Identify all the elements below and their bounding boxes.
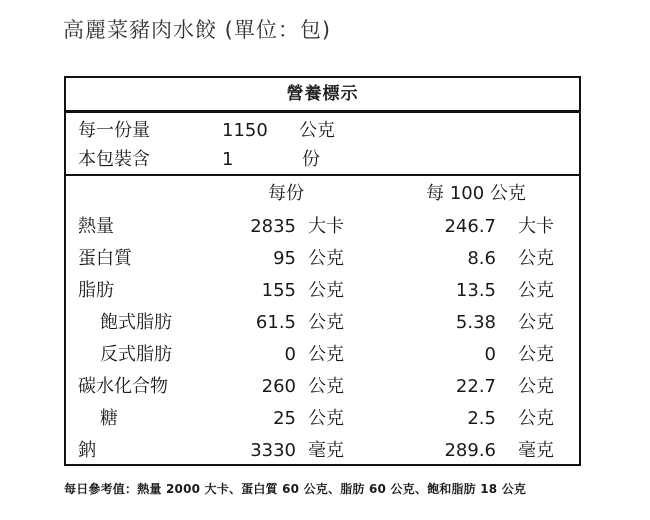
column-header-per-serving: 每份 xyxy=(268,183,304,204)
nutrient-per-serving-value: 2835 xyxy=(250,216,296,237)
nutrient-per-100g-value: 2.5 xyxy=(467,408,496,429)
nutrient-per-serving-value: 61.5 xyxy=(255,312,296,333)
nutrient-per-100g-value: 289.6 xyxy=(444,440,496,461)
nutrient-per-serving-unit: 大卡 xyxy=(308,216,344,237)
nutrient-name: 脂肪 xyxy=(78,280,114,301)
nutrient-per-100g-unit: 大卡 xyxy=(518,216,554,237)
nutrient-per-serving-unit: 公克 xyxy=(308,280,344,301)
nutrient-name: 鈉 xyxy=(78,440,96,461)
serving-size-value: 1150 xyxy=(222,120,268,141)
nutrient-per-serving-value: 95 xyxy=(273,248,296,269)
nutrient-name: 反式脂肪 xyxy=(100,344,172,365)
nutrient-name: 飽式脂肪 xyxy=(100,312,172,333)
nutrient-per-serving-unit: 公克 xyxy=(308,408,344,429)
nutrient-per-serving-unit: 毫克 xyxy=(308,440,344,461)
nutrient-per-serving-value: 155 xyxy=(261,280,296,301)
nutrient-per-serving-value: 0 xyxy=(284,344,296,365)
nutrient-per-100g-unit: 公克 xyxy=(518,248,554,269)
nutrient-per-serving-unit: 公克 xyxy=(308,344,344,365)
serving-size-unit: 公克 xyxy=(299,120,335,141)
nutrient-per-serving-value: 25 xyxy=(273,408,296,429)
nutrient-per-100g-value: 0 xyxy=(484,344,496,365)
nutrient-per-100g-value: 5.38 xyxy=(455,312,496,333)
nutrient-per-100g-unit: 公克 xyxy=(518,344,554,365)
nutrient-per-100g-value: 246.7 xyxy=(444,216,496,237)
servings-per-package-value: 1 xyxy=(222,149,234,170)
daily-reference-note: 每日參考值：熱量 2000 大卡、蛋白質 60 公克、脂肪 60 公克、飽和脂肪 18 公克 xyxy=(64,482,527,496)
nutrient-per-serving-unit: 公克 xyxy=(308,248,344,269)
nutrient-per-100g-value: 22.7 xyxy=(455,376,496,397)
heading-divider xyxy=(66,110,579,113)
nutrient-name: 碳水化合物 xyxy=(78,376,168,397)
nutrition-facts-label xyxy=(64,76,581,466)
nutrient-name: 熱量 xyxy=(78,216,114,237)
serving-size-label: 每一份量 xyxy=(78,120,150,141)
nutrient-per-100g-unit: 公克 xyxy=(518,408,554,429)
info-divider xyxy=(66,174,579,176)
nutrient-per-serving-value: 3330 xyxy=(250,440,296,461)
nutrient-name: 糖 xyxy=(100,408,118,429)
nutrient-per-serving-unit: 公克 xyxy=(308,312,344,333)
column-header-per-100g: 每 100 公克 xyxy=(426,183,526,204)
servings-per-package-unit: 份 xyxy=(302,149,320,170)
nutrient-per-100g-unit: 公克 xyxy=(518,376,554,397)
nutrient-per-serving-unit: 公克 xyxy=(308,376,344,397)
nutrient-per-100g-value: 8.6 xyxy=(467,248,496,269)
label-heading: 營養標示 xyxy=(286,84,359,104)
nutrient-per-100g-unit: 公克 xyxy=(518,312,554,333)
servings-per-package-label: 本包裝含 xyxy=(78,149,150,170)
nutrient-per-100g-unit: 毫克 xyxy=(518,440,554,461)
product-title: 高麗菜豬肉水餃 (單位：包) xyxy=(63,18,332,42)
nutrient-per-100g-value: 13.5 xyxy=(455,280,496,301)
nutrient-name: 蛋白質 xyxy=(78,248,132,269)
nutrient-per-serving-value: 260 xyxy=(261,376,296,397)
nutrient-per-100g-unit: 公克 xyxy=(518,280,554,301)
